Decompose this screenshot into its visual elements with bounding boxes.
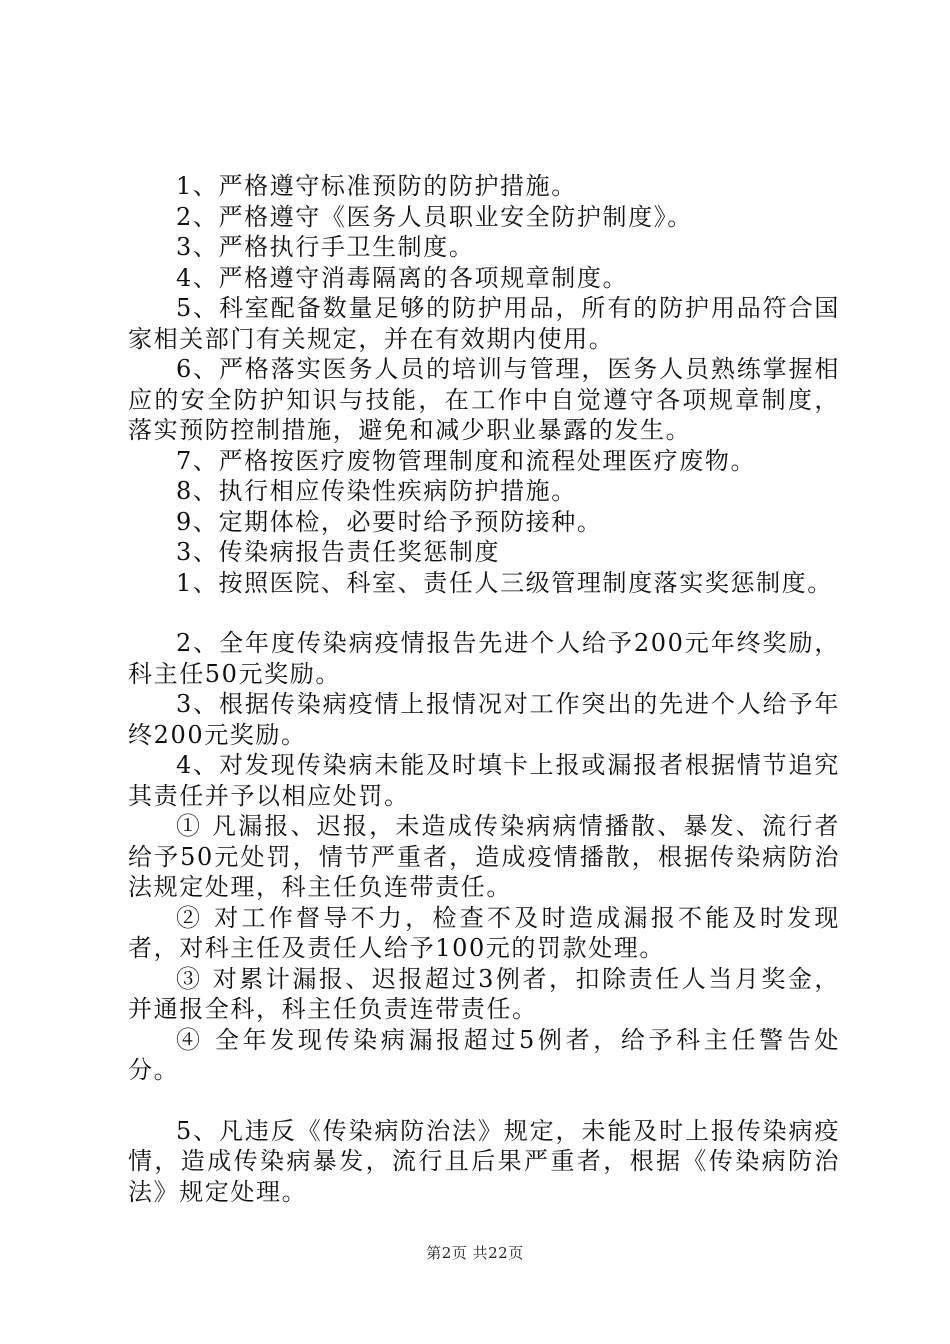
paragraph-9: 9、定期体检，必要时给予预防接种。 (176, 507, 603, 536)
section-heading: 3、传染病报告责任奖惩制度 (176, 538, 501, 566)
paragraph-16: ② 对工作督导不力，检查不及时造成漏报不能及时发现者，对科主任及责任人给予100元的罚款处理。 (128, 903, 840, 962)
paragraph-5: 5、科室配备数量足够的防护用品，所有的防护用品符合国家相关部门有关规定，并在有效期内使用。 (128, 294, 840, 353)
paragraph-13: 3、根据传染病疫情上报情况对工作突出的先进个人给予年终200元奖励。 (128, 690, 840, 749)
page-number-footer: 第2页 共22页 (426, 1244, 524, 1262)
paragraph-19: 5、凡违反《传染病防治法》规定，未能及时上报传染病疫情，造成传染病暴发，流行且后果严重者，根据《传染病防治法》规定处理。 (128, 1116, 840, 1206)
paragraph-17: ③ 对累计漏报、迟报超过3例者，扣除责任人当月奖金，并通报全科，科主任负责连带责任。 (128, 964, 840, 1023)
paragraph-14: 4、对发现传染病未能及时填卡上报或漏报者根据情节追究其责任并予以相应处罚。 (128, 751, 840, 810)
document-body (128, 171, 840, 1207)
paragraph-7: 7、严格按医疗废物管理制度和流程处理医疗废物。 (176, 446, 757, 475)
paragraph-4: 4、严格遵守消毒隔离的各项规章制度。 (176, 263, 629, 292)
paragraph-15: ① 凡漏报、迟报，未造成传染病病情播散、暴发、流行者给予50元处罚，情节严重者，造成疫情播散，根据传染病防治法规定处理，科主任负连带责任。 (128, 812, 840, 901)
paragraph-1: 1、严格遵守标准预防的防护措施。 (176, 172, 577, 200)
paragraph-2: 2、严格遵守《医务人员职业安全防护制度》。 (176, 202, 693, 231)
paragraph-12: 2、全年度传染病疫情报告先进个人给予200元年终奖励，科主任50元奖励。 (128, 629, 840, 688)
paragraph-6: 6、严格落实医务人员的培训与管理，医务人员熟练掌握相应的安全防护知识与技能，在工作中自觉遵守各项规章制度，落实预防控制措施，避免和减少职业暴露的发生。 (128, 355, 840, 444)
paragraph-8: 8、执行相应传染性疾病防护措施。 (176, 477, 577, 505)
paragraph-18: ④ 全年发现传染病漏报超过5例者，给予科主任警告处分。 (128, 1025, 840, 1084)
paragraph-3: 3、严格执行手卫生制度。 (176, 233, 475, 261)
paragraph-11: 1、按照医院、科室、责任人三级管理制度落实奖惩制度。 (176, 568, 833, 597)
